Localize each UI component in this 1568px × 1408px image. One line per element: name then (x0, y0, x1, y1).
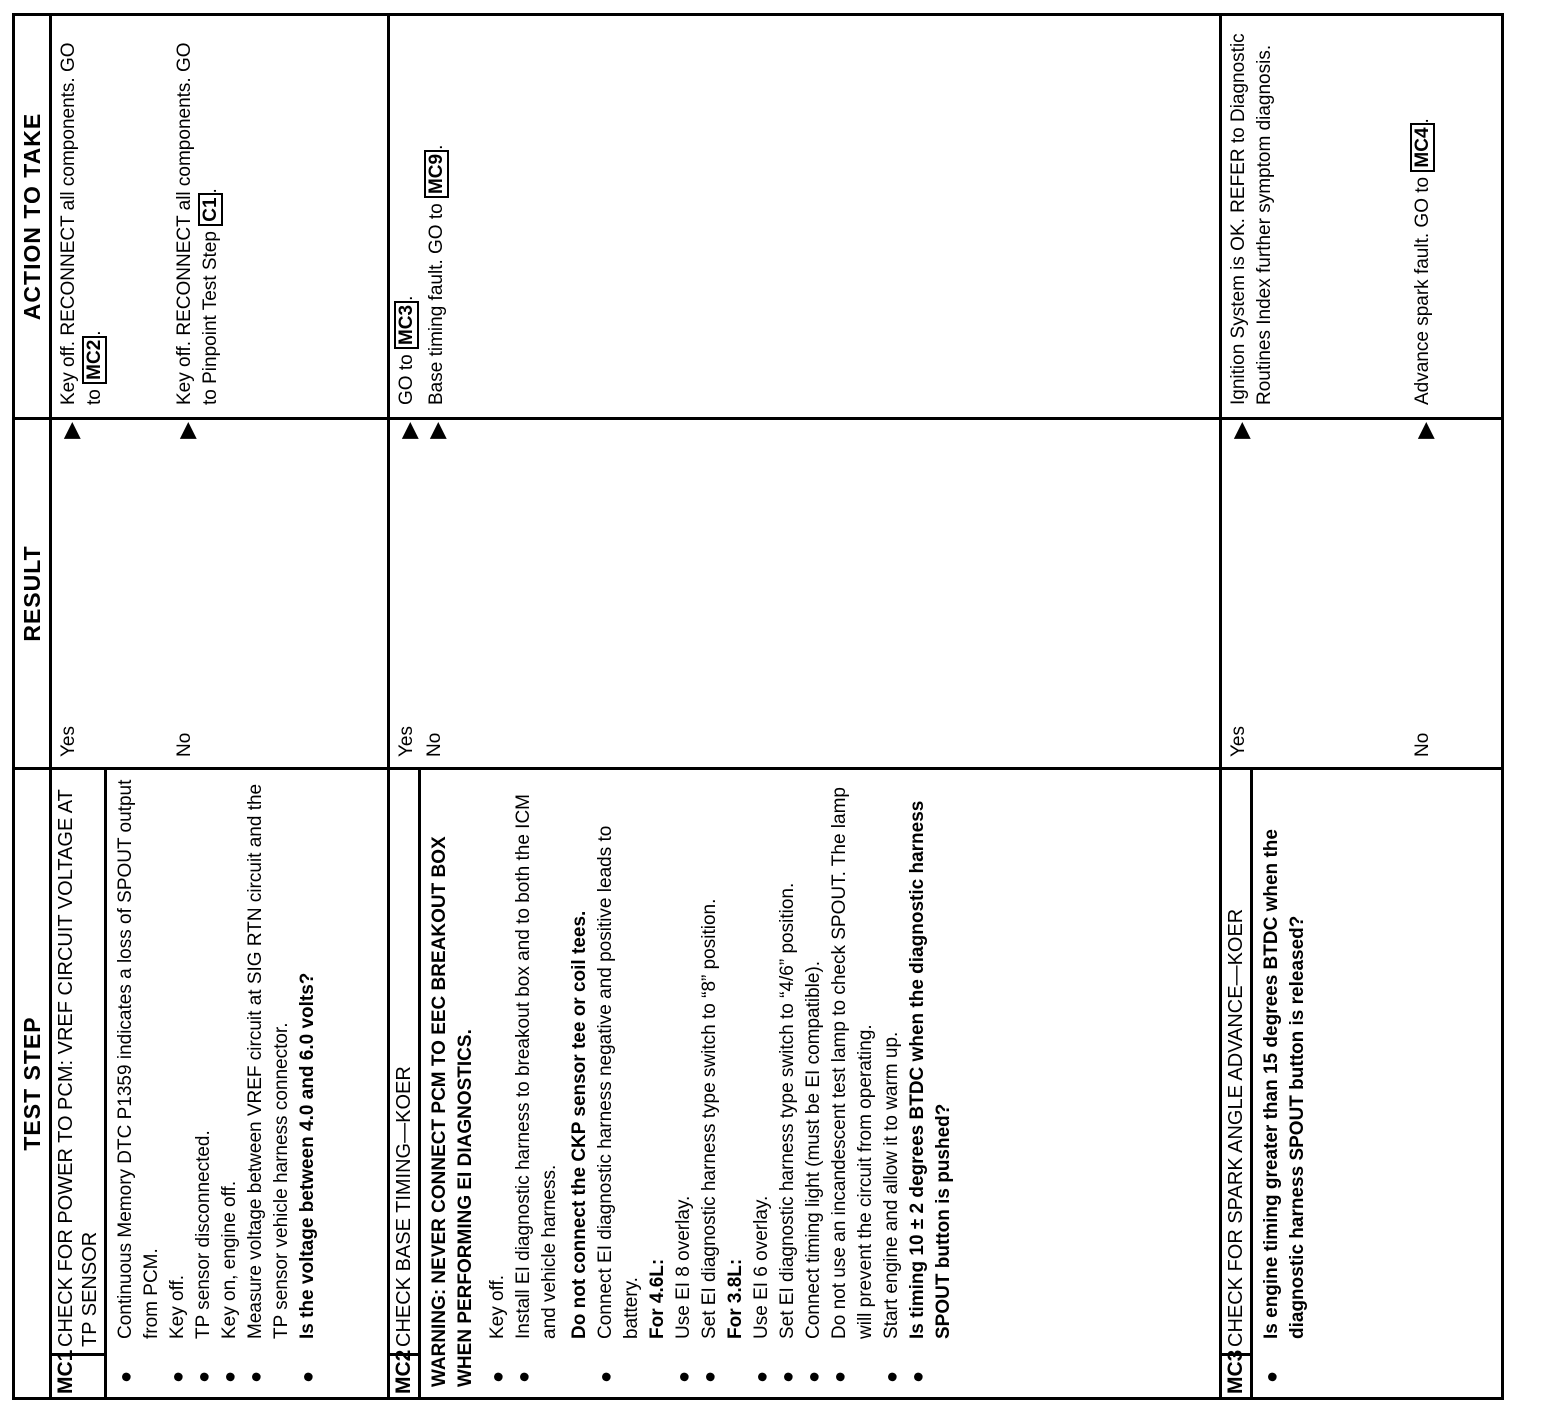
step-title: CHECK FOR SPARK ANGLE ADVANCE—KOER (1225, 908, 1247, 1347)
step-item: ● TP sensor disconnected. (191, 778, 217, 1385)
step-reference[interactable]: MC9 (424, 150, 449, 198)
action-no: Advance spark fault. GO to MC4. (1412, 118, 1433, 405)
step-item: ● Connect EI diagnostic harness negative and positive leads to battery. (593, 778, 645, 1385)
step-item: ● Do not use an incandescent test lamp to check SPOUT. The lamp will prevent the circuit from operating. (827, 778, 879, 1385)
arrow-right-icon: ▶ (174, 422, 199, 439)
step-item: ● Start engine and allow it to warm up. (879, 778, 905, 1385)
action-cell (51, 15, 389, 419)
step-item: ● Set EI diagnostic harness type switch to “4/6” position. (775, 778, 801, 1385)
header-row (14, 15, 51, 1399)
result-no: No (174, 732, 195, 757)
step-title: CHECK BASE TIMING—KOER (393, 1066, 415, 1347)
step-row-mc3 (1221, 15, 1503, 1399)
header-action: ACTION TO TAKE (14, 15, 51, 419)
header-result: RESULT (14, 419, 51, 769)
step-item: ● Continuous Memory DTC P1359 indicates a loss of SPOUT output from PCM. (113, 778, 165, 1385)
result-cell (51, 419, 389, 769)
step-id: MC3 (1222, 1353, 1250, 1397)
step-reference[interactable]: C1 (198, 193, 223, 225)
step-item: ● Key off. (165, 778, 191, 1385)
step-reference[interactable]: MC3 (394, 301, 419, 349)
arrow-right-icon: ▶ (1228, 422, 1253, 439)
note-text: Do not connect the CKP sensor tee or coil tees. (569, 910, 590, 1339)
engine-subheading: For 4.6L: (647, 1258, 668, 1339)
arrow-right-icon: ▶ (396, 422, 421, 439)
step-id: MC2 (390, 1353, 418, 1397)
step-item: ● Use EI 6 overlay. (749, 778, 775, 1385)
step-question: ● Is timing 10 ± 2 degrees BTDC when the diagnostic harness SPOUT button is pushed? (905, 778, 957, 1385)
action-yes: GO to MC3. (396, 295, 417, 405)
result-yes: Yes (58, 726, 79, 757)
result-yes: Yes (1228, 726, 1249, 757)
step-item: ● Connect timing light (must be EI compatible). (801, 778, 827, 1385)
step-item: ● Use EI 8 overlay. (671, 778, 697, 1385)
step-item: ● Install EI diagnostic harness to breakout box and to both the ICM and vehicle harness. (511, 778, 563, 1385)
action-cell (389, 15, 1221, 419)
step-item: ● Set EI diagnostic harness type switch to “8” position. (697, 778, 723, 1385)
test-step-cell (1221, 769, 1503, 1399)
result-cell (1221, 419, 1503, 769)
result-no: No (1412, 732, 1433, 757)
step-item: ● Key off. (485, 778, 511, 1385)
step-question: ● Is engine timing greater than 15 degrees BTDC when the diagnostic harness SPOUT button is released? (1259, 778, 1311, 1385)
result-yes: Yes (396, 726, 417, 757)
test-step-cell (389, 769, 1221, 1399)
result-no: No (424, 732, 445, 757)
step-row-mc1 (51, 15, 389, 1399)
diagnostic-table (12, 13, 1504, 1400)
step-title: CHECK FOR POWER TO PCM: VREF CIRCUIT VOLTAGE AT TP SENSOR (55, 789, 101, 1347)
arrow-right-icon: ▶ (1412, 422, 1437, 439)
action-no: Key off. RECONNECT all components. GO to Pinpoint Test Step C1. (174, 42, 221, 405)
warning-text: WARNING: NEVER CONNECT PCM TO EEC BREAKOUT BOX WHEN PERFORMING EI DIAGNOSTICS. (429, 836, 476, 1387)
test-step-cell (51, 769, 389, 1399)
step-reference[interactable]: MC2 (82, 336, 107, 384)
step-reference[interactable]: MC4 (1410, 123, 1435, 171)
engine-subheading: For 3.8L: (725, 1258, 746, 1339)
action-yes: Key off. RECONNECT all components. GO to MC2. (58, 42, 105, 405)
step-row-mc2 (389, 15, 1221, 1399)
header-test-step: TEST STEP (14, 769, 51, 1399)
action-cell (1221, 15, 1503, 419)
action-yes: Ignition System is OK. REFER to Diagnostic Routines Index further symptom diagnosis. (1228, 33, 1275, 405)
step-question: ● Is the voltage between 4.0 and 6.0 volts? (295, 778, 321, 1385)
step-item: ● Key on, engine off. (217, 778, 243, 1385)
step-item: ● Measure voltage between VREF circuit at SIG RTN circuit and the TP sensor vehicle harness connector. (243, 778, 295, 1385)
arrow-right-icon: ▶ (424, 422, 449, 439)
result-cell (389, 419, 1221, 769)
step-id: MC1 (52, 1353, 104, 1397)
arrow-right-icon: ▶ (58, 422, 83, 439)
action-no: Base timing fault. GO to MC9. (426, 144, 447, 405)
